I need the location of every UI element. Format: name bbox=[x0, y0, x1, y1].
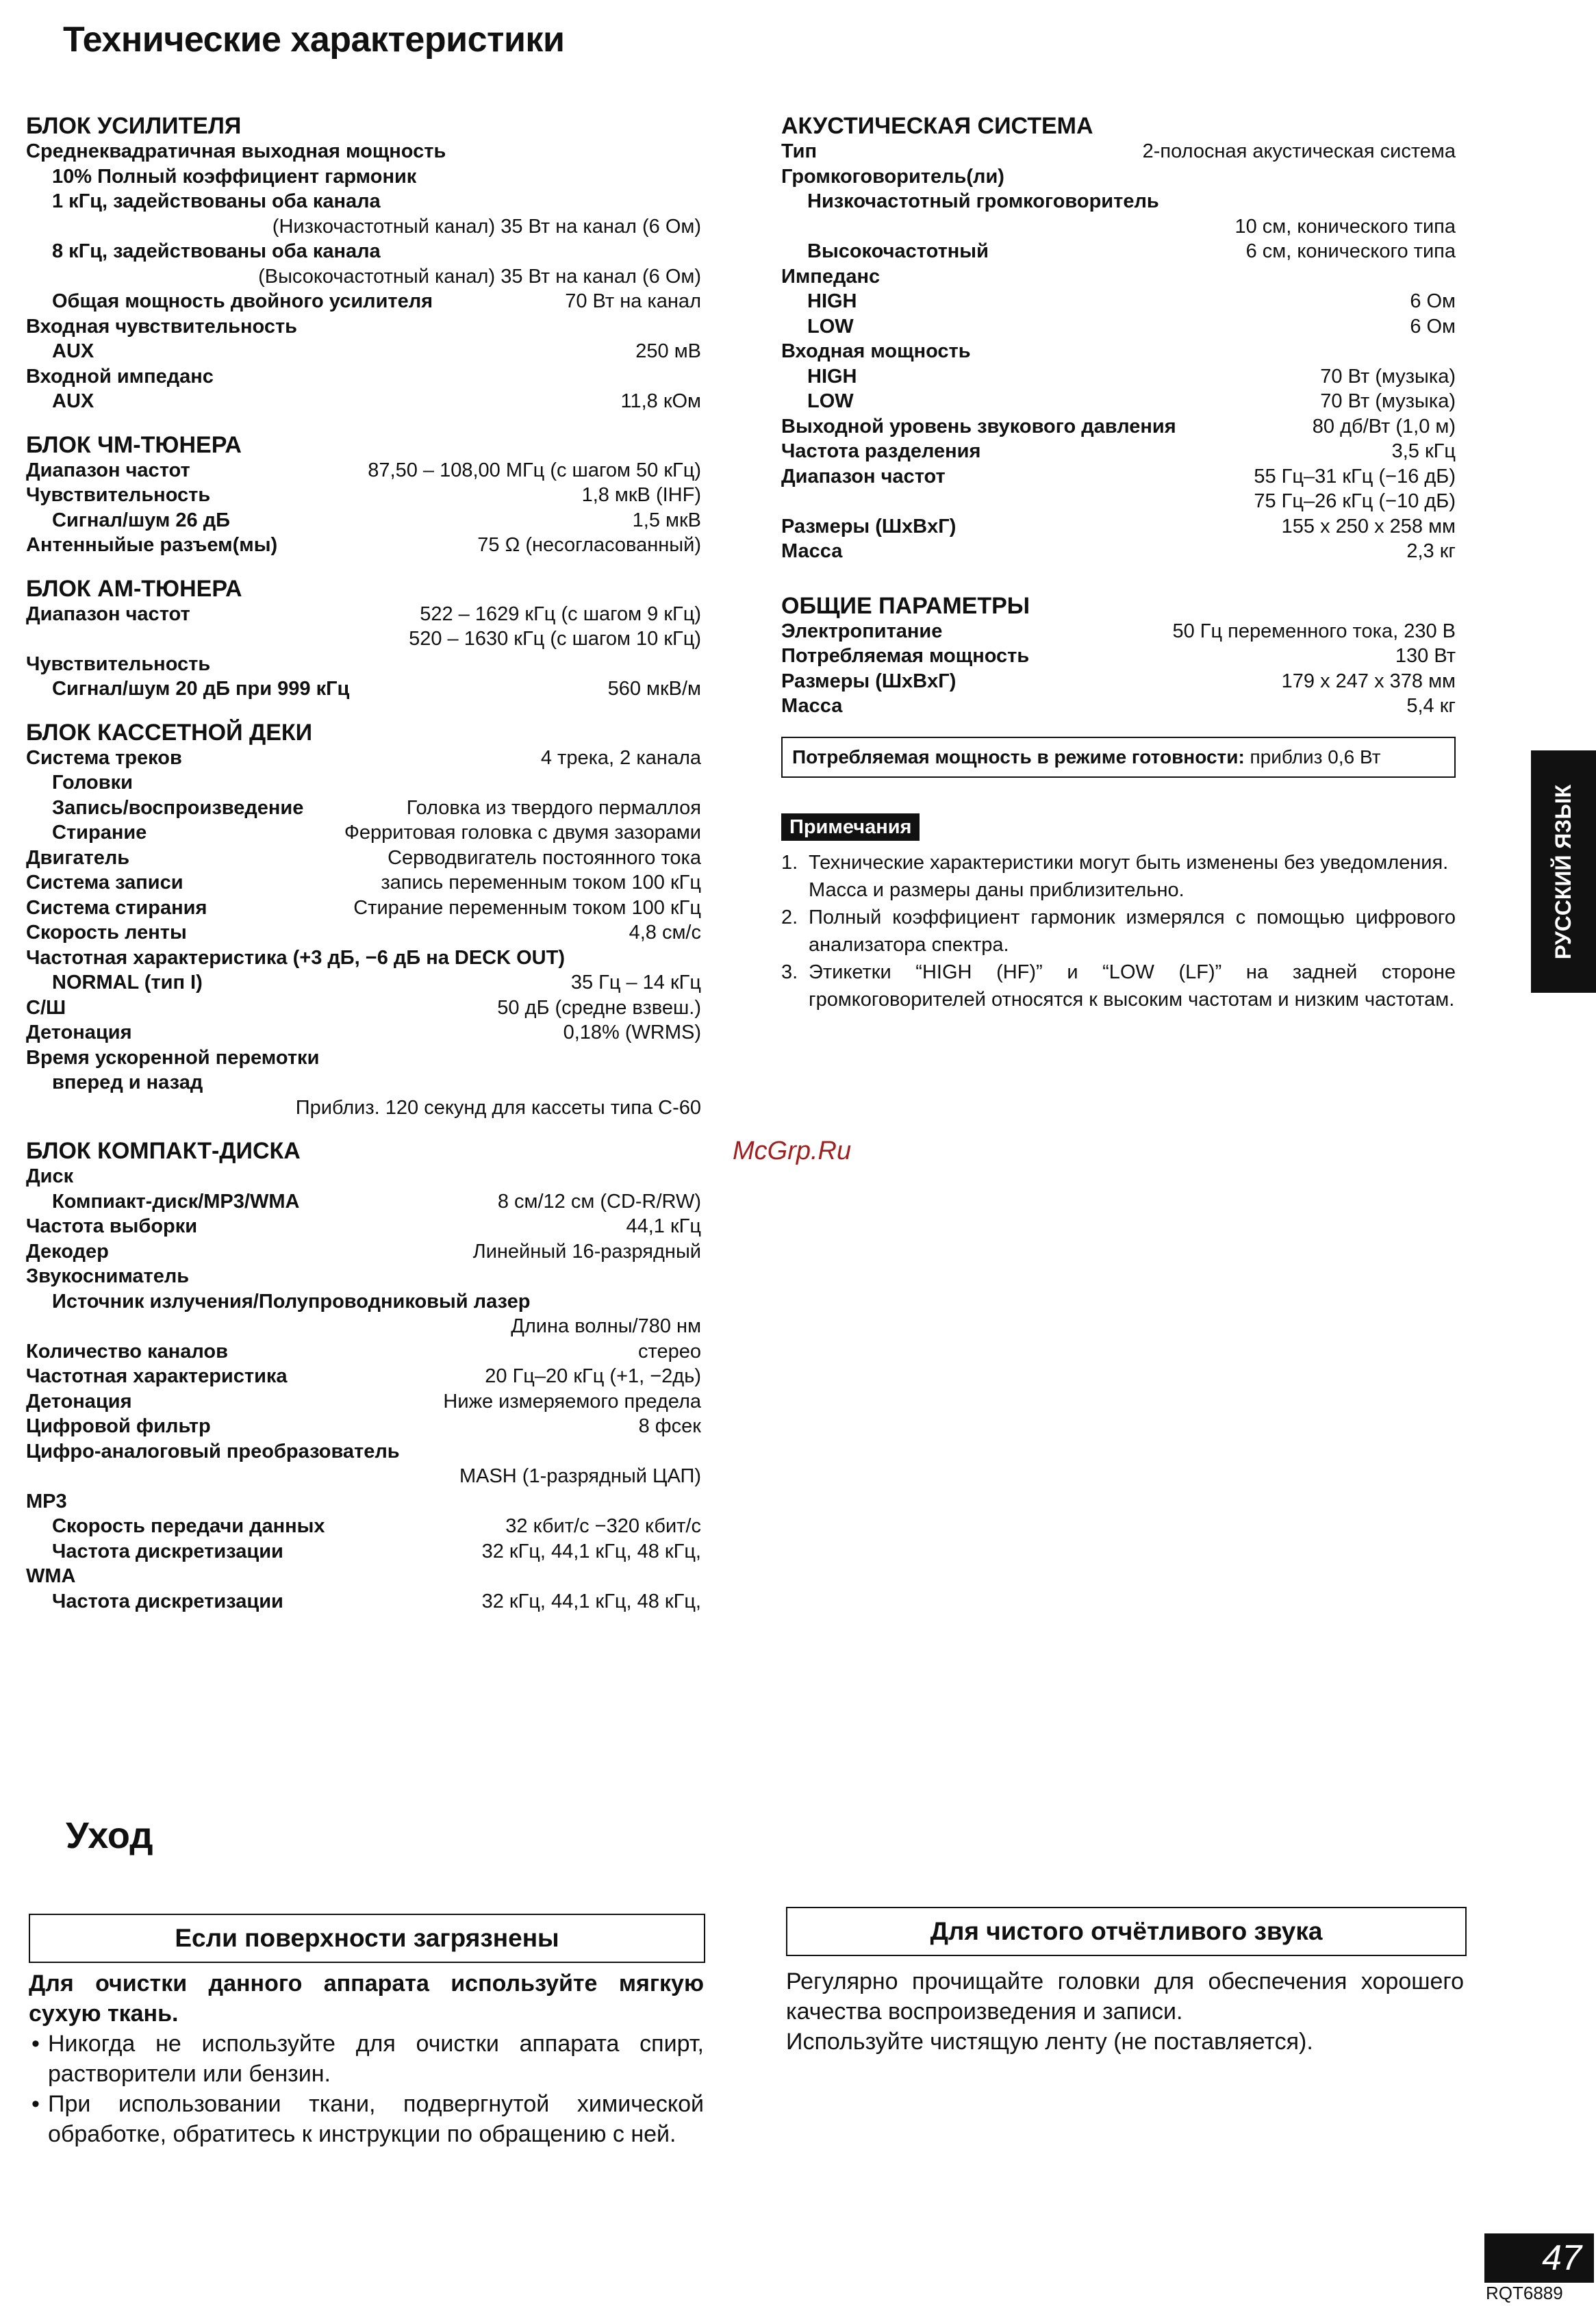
spec-value: 1,5 мкВ bbox=[632, 509, 701, 531]
spec-value: 75 Гц–26 кГц (−10 дБ) bbox=[1254, 490, 1456, 512]
spec-label: Звукосниматель bbox=[26, 1265, 190, 1287]
spec-label: Выходной уровень звукового давления bbox=[781, 415, 1176, 438]
spec-section bbox=[781, 593, 1456, 719]
spec-row bbox=[26, 164, 701, 190]
clean-sound-text bbox=[786, 1966, 1464, 2057]
section-heading: АКУСТИЧЕСКАЯ СИСТЕМА bbox=[781, 113, 1093, 139]
spec-row bbox=[26, 1364, 701, 1389]
spec-label: Двигатель bbox=[26, 846, 130, 869]
spec-value: 522 – 1629 кГц (с шагом 9 кГц) bbox=[420, 603, 701, 625]
spec-row bbox=[26, 1070, 701, 1095]
spec-row bbox=[781, 644, 1456, 669]
spec-value: 11,8 кОм bbox=[620, 390, 701, 412]
spec-value: 87,50 – 108,00 МГц (с шагом 50 кГц) bbox=[368, 459, 701, 481]
spec-label: Чувствительность bbox=[26, 484, 211, 506]
spec-row bbox=[26, 1564, 701, 1589]
spec-row bbox=[781, 694, 1456, 719]
spec-label: AUX bbox=[52, 390, 94, 412]
standby-label: Потребляемая мощность в режиме готовности: bbox=[792, 746, 1245, 768]
spec-value: 32 кГц, 44,1 кГц, 48 кГц, bbox=[481, 1540, 701, 1562]
spec-value: 2-полосная акустическая система bbox=[1142, 140, 1456, 162]
spec-value: 155 x 250 x 258 мм bbox=[1281, 515, 1456, 537]
spec-row bbox=[26, 746, 701, 771]
spec-section bbox=[26, 1138, 701, 1614]
spec-value: 179 x 247 x 378 мм bbox=[1281, 670, 1456, 692]
spec-label: Диск bbox=[26, 1165, 74, 1187]
spec-label: Диапазон частот bbox=[781, 465, 946, 487]
spec-label: Масса bbox=[781, 540, 843, 562]
spec-label: Система треков bbox=[26, 746, 182, 769]
spec-value: 44,1 кГц bbox=[626, 1215, 701, 1237]
spec-label: Цифровой фильтр bbox=[26, 1415, 211, 1437]
spec-value: 70 Вт (музыка) bbox=[1320, 390, 1456, 412]
spec-row bbox=[26, 314, 701, 340]
spec-label: Частотная характеристика (+3 дБ, −6 дБ на DECK OUT) bbox=[26, 946, 565, 969]
spec-label: Цифро-аналоговый преобразователь bbox=[26, 1440, 400, 1462]
spec-row bbox=[26, 1339, 701, 1365]
spec-value: 6 Ом bbox=[1410, 290, 1456, 312]
spec-section bbox=[781, 113, 1456, 564]
page-title: Технические характеристики bbox=[63, 20, 565, 60]
spec-row bbox=[26, 1264, 701, 1289]
spec-value: 6 Ом bbox=[1410, 315, 1456, 338]
spec-label: Высокочастотный bbox=[807, 240, 989, 262]
spec-row bbox=[781, 539, 1456, 564]
spec-value: 80 дб/Вт (1,0 м) bbox=[1312, 415, 1456, 438]
spec-label: Головки bbox=[52, 772, 133, 794]
spec-label: Входная чувствительность bbox=[26, 315, 297, 338]
spec-row bbox=[26, 289, 701, 314]
spec-row bbox=[26, 389, 701, 414]
spec-value: 560 мкВ/м bbox=[607, 678, 701, 700]
spec-label: 10% Полный коэффициент гармоник bbox=[52, 165, 417, 188]
spec-label: Частота разделения bbox=[781, 440, 981, 462]
language-tab-label: РУССКИЙ ЯЗЫК bbox=[1551, 784, 1575, 959]
spec-row bbox=[26, 1020, 701, 1046]
spec-value: 5,4 кг bbox=[1406, 695, 1456, 717]
spec-row bbox=[781, 364, 1456, 390]
spec-value: 0,18% (WRMS) bbox=[563, 1022, 701, 1043]
standby-value: приблиз 0,6 Вт bbox=[1250, 746, 1381, 768]
cleaning-bullet: • При использовании ткани, подвергнутой химической обработке, обратитесь к инструкции по обращению с ней. bbox=[29, 2089, 704, 2149]
spec-value: MASH (1-разрядный ЦАП) bbox=[459, 1465, 701, 1487]
spec-label: вперед и назад bbox=[52, 1072, 203, 1093]
spec-label: Чувствительность bbox=[26, 652, 211, 675]
spec-value: стерео bbox=[638, 1340, 701, 1363]
spec-row bbox=[26, 602, 701, 627]
spec-row bbox=[26, 1289, 701, 1315]
spec-value: 4,8 см/с bbox=[629, 922, 701, 943]
spec-row bbox=[26, 1164, 701, 1189]
spec-row bbox=[26, 458, 701, 483]
spec-row bbox=[26, 264, 701, 290]
section-heading: БЛОК АМ-ТЮНЕРА bbox=[26, 575, 242, 602]
spec-label: Тип bbox=[781, 140, 817, 162]
spec-row bbox=[781, 619, 1456, 644]
spec-value: 10 см, конического типа bbox=[1234, 215, 1456, 238]
spec-row bbox=[26, 239, 701, 264]
spec-value: 55 Гц–31 кГц (−16 дБ) bbox=[1254, 465, 1456, 487]
language-side-tab bbox=[1531, 750, 1596, 993]
spec-row bbox=[26, 846, 701, 871]
spec-row bbox=[781, 214, 1456, 240]
spec-label: Компиакт-диск/MP3/WMA bbox=[52, 1190, 300, 1213]
spec-label: Источник излучения/Полупроводниковый лазер bbox=[52, 1290, 531, 1313]
notes-list bbox=[781, 849, 1456, 1013]
spec-row bbox=[26, 796, 701, 821]
spec-value: 32 кГц, 44,1 кГц, 48 кГц, bbox=[481, 1590, 701, 1612]
spec-row bbox=[781, 264, 1456, 290]
spec-label: AUX bbox=[52, 340, 94, 362]
spec-row bbox=[26, 626, 701, 652]
spec-label: Входной импеданс bbox=[26, 365, 214, 388]
cleaning-bullet: • Никогда не используйте для очистки аппарата спирт, растворители или бензин. bbox=[29, 2029, 704, 2089]
spec-row bbox=[26, 1539, 701, 1564]
spec-row bbox=[26, 652, 701, 677]
spec-value: 130 Вт bbox=[1395, 645, 1456, 667]
spec-label: Сигнал/шум 20 дБ при 999 кГц bbox=[52, 678, 350, 700]
spec-row bbox=[26, 1489, 701, 1515]
spec-row bbox=[26, 1239, 701, 1265]
spec-value: 250 мВ bbox=[635, 340, 701, 362]
clean-sound-line: Используйте чистящую ленту (не поставляется). bbox=[786, 2029, 1313, 2055]
document-code: RQT6889 bbox=[1486, 2283, 1563, 2303]
spec-label: 8 кГц, задействованы оба канала bbox=[52, 240, 381, 262]
spec-value: 35 Гц – 14 кГц bbox=[570, 972, 701, 993]
dirty-surfaces-heading: Если поверхности загрязнены bbox=[29, 1914, 705, 1963]
spec-label: LOW bbox=[807, 315, 854, 338]
spec-row bbox=[26, 1589, 701, 1614]
spec-label: Система записи bbox=[26, 872, 183, 894]
spec-section bbox=[26, 113, 701, 414]
spec-value: Стирание переменным током 100 кГц bbox=[353, 896, 701, 919]
note-item: 2. Полный коэффициент гармоник измерялся с помощью цифрового анализатора спектра. bbox=[781, 906, 1456, 956]
spec-label: Громкоговоритель(ли) bbox=[781, 165, 1004, 188]
spec-label: 1 кГц, задействованы оба канала bbox=[52, 190, 381, 212]
spec-label: Электропитание bbox=[781, 620, 943, 642]
spec-row bbox=[26, 508, 701, 533]
spec-label: Диапазон частот bbox=[26, 459, 190, 481]
spec-row bbox=[26, 996, 701, 1021]
notes-heading: Примечания bbox=[781, 813, 920, 841]
spec-label: Частотная характеристика bbox=[26, 1365, 288, 1387]
spec-value: 50 Гц переменного тока, 230 В bbox=[1172, 620, 1456, 642]
page-number: 47 bbox=[1484, 2233, 1594, 2283]
spec-section bbox=[26, 576, 701, 702]
spec-value: (Низкочастотный канал) 35 Вт на канал (6 Ом) bbox=[272, 215, 701, 238]
clean-sound-line: Регулярно прочищайте головки для обеспечения хорошего качества воспроизведения и записи. bbox=[786, 1968, 1464, 2025]
spec-row bbox=[781, 414, 1456, 440]
right-sections bbox=[781, 113, 1456, 719]
spec-value: Длина волны/780 нм bbox=[511, 1315, 701, 1337]
note-item: 3. Этикетки “HIGH (HF)” и “LOW (LF)” на задней стороне громкоговорителей относятся к высоким частотам и низким частотам. bbox=[781, 961, 1456, 1011]
spec-row bbox=[26, 214, 701, 240]
spec-label: Частота выборки bbox=[26, 1215, 198, 1237]
spec-label: Частота дискретизации bbox=[52, 1590, 283, 1612]
spec-value: Серводвигатель постоянного тока bbox=[388, 846, 701, 869]
spec-row bbox=[26, 1439, 701, 1465]
spec-row bbox=[26, 1214, 701, 1239]
cleaning-intro: Для очистки данного аппарата используйте мягкую сухую ткань. bbox=[29, 1971, 704, 2027]
specs-left-column bbox=[26, 113, 701, 1614]
spec-label: Детонация bbox=[26, 1390, 132, 1412]
spec-label: Входная мощность bbox=[781, 340, 971, 362]
section-heading: БЛОК КАССЕТНОЙ ДЕКИ bbox=[26, 719, 313, 746]
spec-label: С/Ш bbox=[26, 996, 66, 1019]
section-heading: ОБЩИЕ ПАРАМЕТРЫ bbox=[781, 592, 1030, 619]
spec-label: WMA bbox=[26, 1565, 76, 1587]
spec-row bbox=[781, 489, 1456, 514]
spec-row bbox=[26, 1314, 701, 1339]
spec-value: 32 кбит/с −320 кбит/с bbox=[505, 1515, 701, 1537]
spec-label: HIGH bbox=[807, 365, 857, 388]
spec-label: Сигнал/шум 26 дБ bbox=[52, 509, 230, 531]
spec-row bbox=[781, 239, 1456, 264]
spec-value: 20 Гц–20 кГц (+1, −2дь) bbox=[485, 1365, 701, 1387]
care-title: Уход bbox=[66, 1815, 153, 1856]
spec-row bbox=[26, 1046, 701, 1071]
spec-label: Низкочастотный громкоговоритель bbox=[807, 190, 1159, 212]
spec-row bbox=[26, 820, 701, 846]
spec-row bbox=[781, 514, 1456, 540]
spec-row bbox=[26, 970, 701, 996]
spec-label: MP3 bbox=[26, 1490, 67, 1512]
spec-section bbox=[26, 432, 701, 558]
spec-section bbox=[26, 720, 701, 1121]
section-heading: БЛОК ЧМ-ТЮНЕРА bbox=[26, 431, 242, 458]
spec-value: Ферритовая головка с двумя зазорами bbox=[344, 822, 701, 844]
spec-value: Ниже измеряемого предела bbox=[443, 1390, 701, 1412]
spec-row bbox=[26, 189, 701, 214]
spec-label: Потребляемая мощность bbox=[781, 645, 1030, 667]
spec-value: 3,5 кГц bbox=[1391, 440, 1456, 462]
spec-label: Среднеквадратичная выходная мощность bbox=[26, 140, 446, 162]
spec-row bbox=[26, 139, 701, 164]
spec-row bbox=[26, 676, 701, 702]
spec-label: Диапазон частот bbox=[26, 603, 190, 625]
dirty-surfaces-text bbox=[29, 1968, 704, 2149]
spec-row bbox=[781, 464, 1456, 490]
spec-value: 50 дБ (средне взвеш.) bbox=[497, 996, 701, 1019]
spec-row bbox=[781, 139, 1456, 164]
spec-label: Частота дискретизации bbox=[52, 1540, 283, 1562]
spec-value: 4 трека, 2 канала bbox=[540, 746, 701, 769]
spec-row bbox=[26, 870, 701, 896]
spec-row bbox=[781, 389, 1456, 414]
spec-value: 1,8 мкВ (IHF) bbox=[581, 484, 701, 506]
spec-label: Декодер bbox=[26, 1240, 109, 1263]
watermark: McGrp.Ru bbox=[733, 1137, 852, 1165]
spec-row bbox=[26, 1389, 701, 1415]
spec-label: HIGH bbox=[807, 290, 857, 312]
spec-row bbox=[26, 1095, 701, 1121]
spec-row bbox=[26, 896, 701, 921]
spec-label: LOW bbox=[807, 390, 854, 412]
spec-value: 8 фсек bbox=[638, 1415, 701, 1437]
clean-sound-heading: Для чистого отчётливого звука bbox=[786, 1907, 1467, 1956]
spec-label: Стирание bbox=[52, 822, 147, 844]
spec-row bbox=[781, 439, 1456, 464]
spec-row bbox=[781, 189, 1456, 214]
spec-value: 6 см, конического типа bbox=[1245, 240, 1456, 262]
section-heading: БЛОК УСИЛИТЕЛЯ bbox=[26, 113, 242, 139]
spec-label: Антенныйые разъем(мы) bbox=[26, 534, 278, 556]
spec-label: Импеданс bbox=[781, 265, 881, 288]
spec-row bbox=[26, 770, 701, 796]
spec-row bbox=[26, 533, 701, 558]
spec-row bbox=[781, 164, 1456, 190]
spec-row bbox=[26, 364, 701, 390]
spec-row bbox=[26, 1414, 701, 1439]
section-heading: БЛОК КОМПАКТ-ДИСКА bbox=[26, 1138, 301, 1164]
spec-row bbox=[26, 1514, 701, 1539]
spec-label: Масса bbox=[781, 695, 843, 717]
spec-row bbox=[781, 314, 1456, 340]
spec-value: Приблиз. 120 секунд для кассеты типа С-60 bbox=[295, 1096, 701, 1119]
spec-label: Размеры (ШxВxГ) bbox=[781, 515, 957, 537]
specs-right-column bbox=[781, 113, 1456, 1013]
standby-power-box bbox=[781, 737, 1456, 778]
spec-row bbox=[781, 669, 1456, 694]
spec-row bbox=[781, 339, 1456, 364]
spec-value: 2,3 кг bbox=[1406, 540, 1456, 562]
spec-label: Общая мощность двойного усилителя bbox=[52, 290, 433, 312]
spec-value: запись переменным током 100 кГц bbox=[381, 872, 701, 894]
spec-label: Запись/воспроизведение bbox=[52, 796, 304, 819]
spec-row bbox=[26, 1464, 701, 1489]
spec-label: Размеры (ШxВxГ) bbox=[781, 670, 957, 692]
spec-row bbox=[26, 339, 701, 364]
spec-value: Линейный 16-разрядный bbox=[472, 1240, 701, 1263]
spec-row bbox=[26, 946, 701, 971]
spec-value: 520 – 1630 кГц (с шагом 10 кГц) bbox=[409, 628, 701, 650]
spec-label: Количество каналов bbox=[26, 1340, 228, 1363]
spec-row bbox=[26, 1189, 701, 1215]
spec-row bbox=[26, 483, 701, 508]
spec-row bbox=[781, 289, 1456, 314]
spec-label: Время ускоренной перемотки bbox=[26, 1046, 320, 1069]
spec-label: Детонация bbox=[26, 1022, 132, 1043]
spec-label: Скорость передачи данных bbox=[52, 1515, 325, 1537]
spec-value: 70 Вт на канал bbox=[565, 290, 701, 312]
spec-value: 8 см/12 см (CD-R/RW) bbox=[497, 1190, 701, 1213]
spec-value: 75 Ω (несогласованный) bbox=[477, 534, 701, 556]
spec-value: Головка из твердого пермаллоя bbox=[406, 796, 701, 819]
spec-value: (Высокочастотный канал) 35 Вт на канал (6 Ом) bbox=[258, 265, 701, 288]
spec-row bbox=[26, 920, 701, 946]
spec-label: Скорость ленты bbox=[26, 922, 187, 943]
spec-label: Система стирания bbox=[26, 896, 207, 919]
spec-value: 70 Вт (музыка) bbox=[1320, 365, 1456, 388]
note-item: 1. Технические характеристики могут быть изменены без уведомления. Масса и размеры даны приблизительно. bbox=[781, 851, 1449, 901]
spec-label: NORMAL (тип I) bbox=[52, 972, 203, 993]
